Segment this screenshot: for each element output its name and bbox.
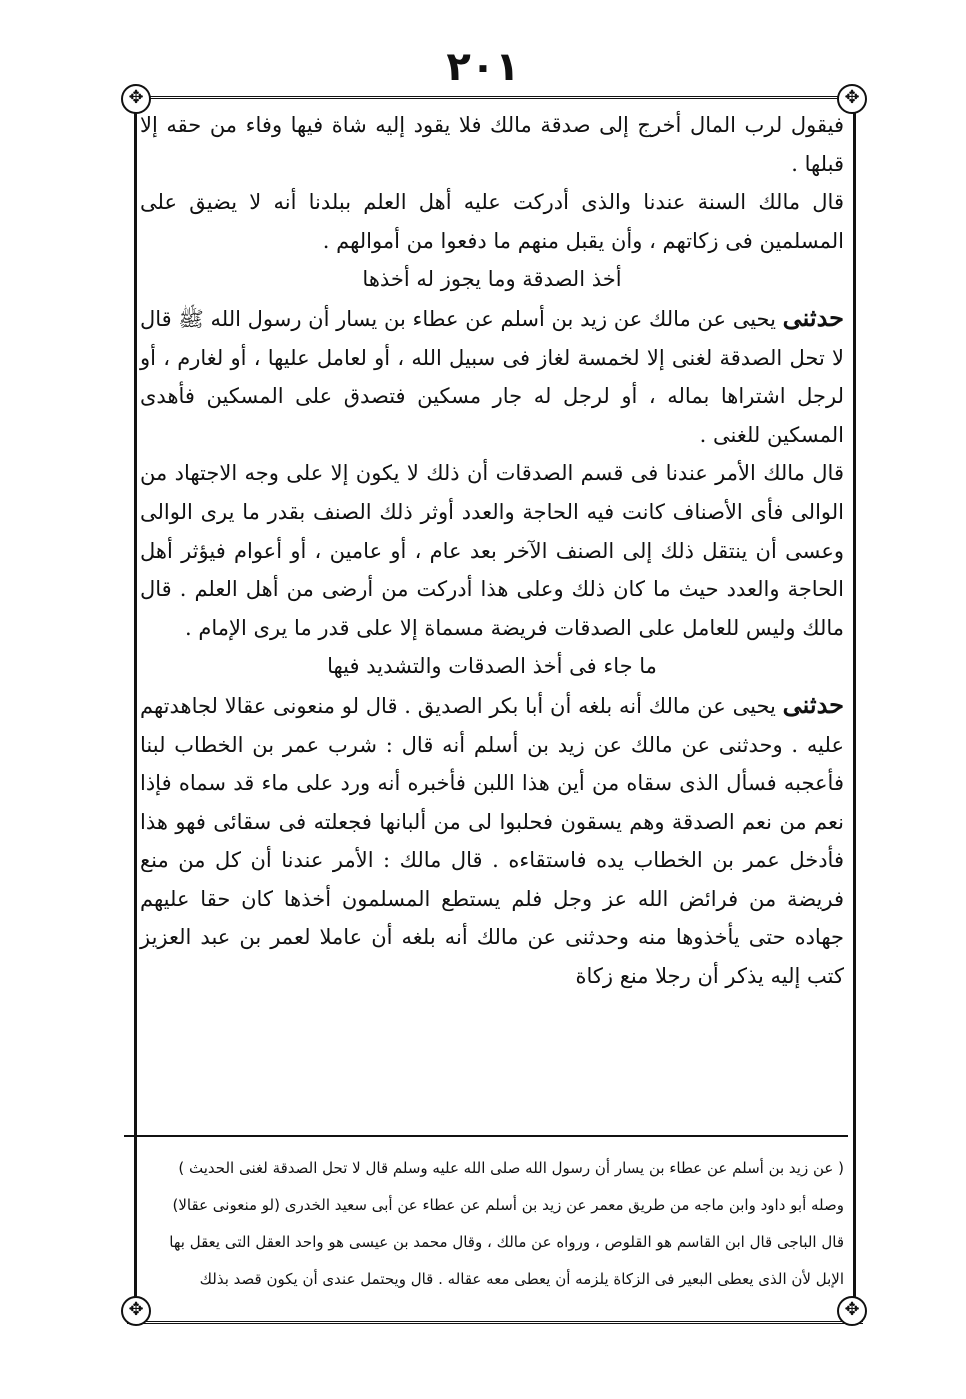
corner-ornament-icon: ✥	[121, 84, 151, 114]
section-heading: أخذ الصدقة وما يجوز له أخذها	[362, 267, 622, 292]
footnote-line: ( عن زيد بن أسلم عن عطاء بن يسار أن رسول الله صلى الله عليه وسلم قال لا تحل الصدقة لغنى الحديث )	[178, 1159, 844, 1177]
paragraph: قال مالك السنة عندنا والذى أدركت عليه أهل العلم ببلدنا أنه لا يضيق على المسلمين فى زكاتهم ، وأن يقبل منهم ما دفعوا من أموالهم .	[140, 190, 844, 253]
main-text	[140, 106, 844, 996]
corner-ornament-icon: ✥	[121, 1296, 151, 1326]
corner-ornament-icon: ✥	[837, 1296, 867, 1326]
footnote-divider	[124, 1135, 848, 1137]
footnote-line: الإبل لأن الذى يعطى البعير فى الزكاة يلزمه أن يعطى معه عقاله . قال ويحتمل عندى أن يكون قصد بذلك	[199, 1270, 844, 1288]
corner-ornament-icon: ✥	[837, 84, 867, 114]
paragraph-text: يحيى عن مالك عن زيد بن أسلم عن عطاء بن يسار أن رسول الله ﷺ قال لا تحل الصدقة لغنى إلا لخمسة لغاز فى سبيل الله ، أو لعامل عليها ، أو لغارم ، أو لرجل اشتراها بماله ، أو لرجل له جار مسكين فتصدق على المسكين فأهدى المسكين للغنى .	[140, 306, 844, 447]
lead-word: حدثنى	[782, 302, 844, 332]
paragraph	[140, 686, 844, 996]
paragraph: قال مالك الأمر عندنا فى قسم الصدقات أن ذلك لا يكون إلا على وجه الاجتهاد من الوالى فأى الأصناف كانت فيه الحاجة والعدد أوثر ذلك الصنف بقدر ما يرى الوالى وعسى أن ينتقل ذلك إلى الصنف الآخر بعد عام ، أو عامين ، أو أعوام فيؤثر أهل الحاجة والعدد حيث ما كان ذلك وعلى هذا أدركت من أرضى من أهل العلم . قال مالك وليس للعامل على الصدقات فريضة مسماة إلا على قدر ما يرى الإمام .	[140, 461, 844, 640]
footnotes	[140, 1150, 844, 1298]
paragraph-text: يحيى عن مالك أنه بلغه أن أبا بكر الصديق . قال لو منعونى عقالا لجاهدتهم عليه . وحدثنى عن مالك عن زيد بن أسلم أنه قال : شرب عمر بن الخطاب لبنا فأعجبه فسأل الذى سقاه من أين هذا اللبن فأخبره أنه ورد على ماء قد سماه فإذا نعم من نعم الصدقة وهم يسقون فحلبوا لى من ألبانها فجعلته فى سقائى فهو هذا فأدخل عمر بن الخطاب يده فاستقاءه . قال مالك : الأمر عندنا أن كل من منع فريضة من فرائض الله عز وجل فلم يستطع المسلمون أخذها كان حقا عليهم جهاده حتى يأخذوها منه وحدثنى عن مالك أنه بلغه أن عاملا لعمر بن عبد العزيز كتب إليه يذكر أن رجلا منع زكاة	[140, 693, 844, 989]
section-heading: ما جاء فى أخذ الصدقات والتشديد فيها	[327, 654, 657, 679]
footnote-line: وصله أبو داود وابن ماجه من طريق معمر عن زيد بن أسلم عن عطاء عن أبى سعيد الخدرى (لو منعونى عقالا)	[172, 1196, 844, 1214]
lead-word: حدثنى	[782, 689, 844, 719]
page-number: ٢٠١	[446, 44, 520, 90]
footnote-line: قال الباجى قال ابن القاسم هو القلوص ، ورواه عن مالك ، وقال محمد بن عيسى هو واحد العقل التى يعقل بها	[169, 1233, 844, 1251]
paragraph: فيقول لرب المال أخرج إلى صدقة مالك فلا يقود إليه شاة فيها وفاء من حقه إلا قبلها .	[140, 113, 844, 176]
paragraph	[140, 299, 844, 454]
